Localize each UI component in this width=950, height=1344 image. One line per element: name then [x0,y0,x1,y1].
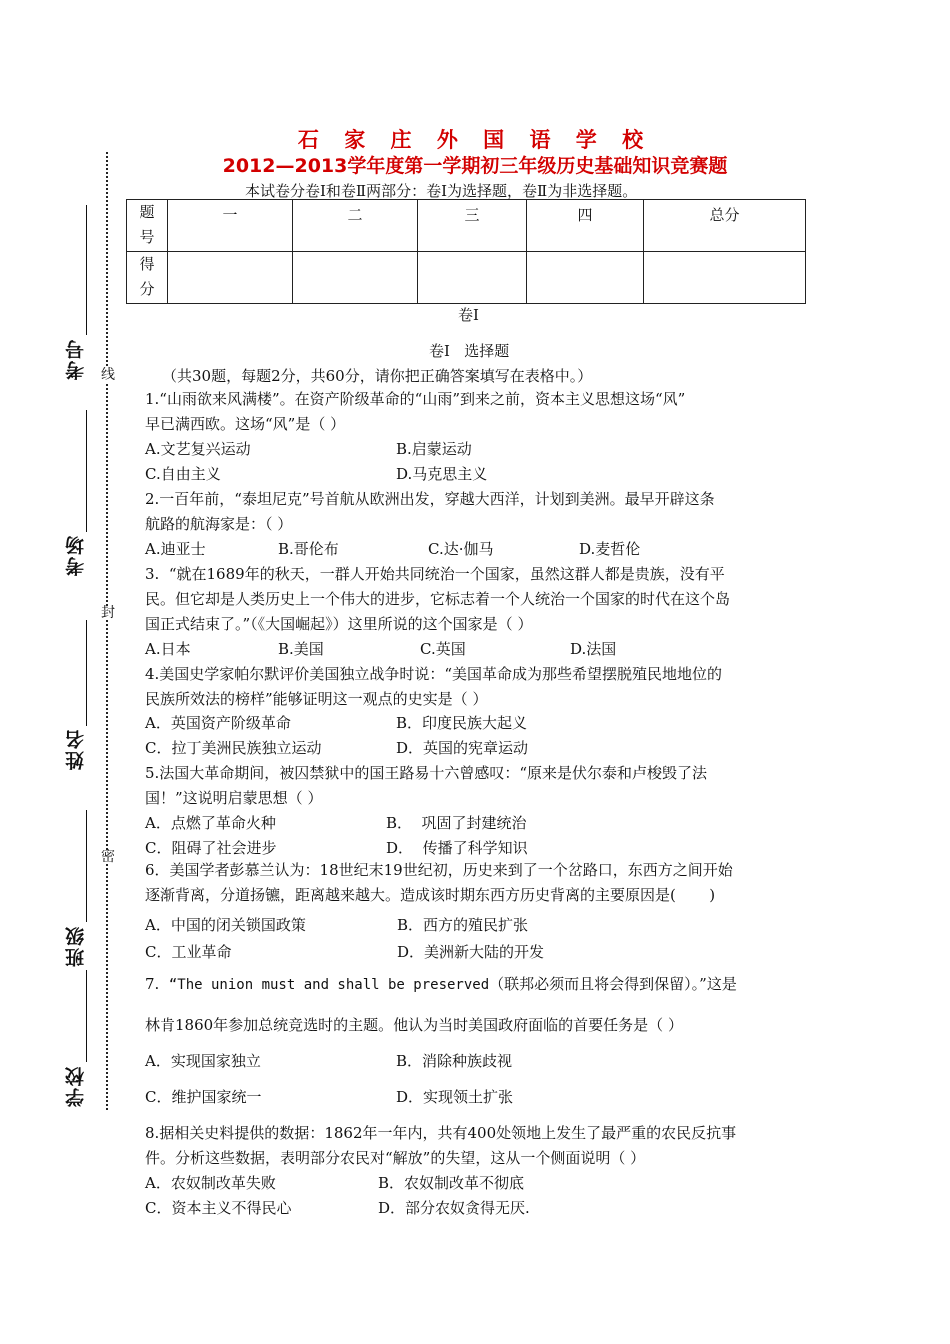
option-b[interactable]: B.哥伦布 [278,540,339,558]
option-d[interactable]: D.麦哲伦 [579,540,641,558]
option-a[interactable]: A．农奴制改革失败 [145,1174,276,1192]
binding-char-line: 线 [101,367,115,383]
option-a[interactable]: A．中国的闭关锁国政策 [145,916,306,934]
question-6-options-row1 [145,913,810,938]
option-c[interactable]: C.英国 [420,640,466,658]
option-b[interactable]: B.美国 [278,640,324,658]
option-a[interactable]: A．英国资产阶级革命 [145,714,291,732]
question-2-options [145,537,810,562]
field-class: 班级 [65,925,87,967]
question-2: 2.一百年前，“泰坦尼克”号首航从欧洲出发，穿越大西洋，计划到美洲。最早开辟这条 航路的航海家是：（ ） [145,490,715,533]
question-1: 1.“山雨欲来风满楼”。在资产阶级革命的“山雨”到来之前，资本主义思想这场“风” 早已满西欧。这场“风”是（ ） [145,390,686,433]
exam-number-blank[interactable] [86,205,87,335]
question-6: 6．美国学者彭慕兰认为：18世纪末19世纪初，历史来到了一个岔路口，东西方之间开始 逐渐背离，分道扬镳，距离越来越大。造成该时期东西方历史背离的主要原因是( ) [145,861,733,904]
exam-title: 2012—2013学年度第一学期初三年级历史基础知识竞赛题 [222,155,728,177]
part-label: 卷Ⅰ [458,306,479,324]
class-blank[interactable] [86,810,87,922]
option-d[interactable]: D．美洲新大陆的开发 [397,943,545,961]
field-name: 姓名 [65,728,87,770]
option-c[interactable]: C．维护国家统一 [145,1088,262,1106]
option-b[interactable]: B．消除种族歧视 [396,1052,513,1070]
question-8-options-row1 [145,1171,810,1196]
field-exam-number: 考号 [65,338,87,380]
option-c[interactable]: C．拉丁美洲民族独立运动 [145,739,322,757]
question-4-options-row2 [145,736,810,761]
option-b[interactable]: B.启蒙运动 [396,440,472,458]
option-b[interactable]: B． 巩固了封建统治 [386,814,527,832]
option-d[interactable]: D．实现领土扩张 [396,1088,514,1106]
option-b[interactable]: B．农奴制改革不彻底 [378,1174,525,1192]
question-7-line-1: 7. “The union must and shall be preserved（联邦必须而且将会得到保留）。”这是 [145,975,737,993]
col-4: 四 [527,200,644,252]
col-1: 一 [168,200,293,252]
question-5: 5.法国大革命期间，被囚禁狱中的国王路易十六曾感叹：“原来是伏尔泰和卢梭毁了法 国！”这说明启蒙思想（ ） [145,764,707,807]
question-1-options-row2 [145,462,810,487]
score-cell-3[interactable] [418,252,527,304]
question-6-options-row2 [145,940,810,965]
question-4: 4.美国史学家帕尔默评价美国独立战争时说：“美国革命成为那些希望摆脱殖民地地位的 民族所效法的榜样”能够证明这一观点的史实是（ ） [145,665,722,708]
option-a[interactable]: A．实现国家独立 [145,1052,261,1070]
question-4-options-row1 [145,711,810,736]
option-a[interactable]: A.文艺复兴运动 [145,440,251,458]
score-cell-total[interactable] [644,252,806,304]
option-c[interactable]: C．工业革命 [145,943,232,961]
option-c[interactable]: C.达·伽马 [428,540,494,558]
binding-dotted-line [106,152,108,1110]
option-a[interactable]: A．点燃了革命火种 [145,814,276,832]
question-7-line-2: 林肯1860年参加总统竞选时的主题。他认为当时美国政府面临的首要任务是（ ） [145,1016,683,1034]
binding-char-secret: 密 [101,849,115,865]
field-exam-room: 考场 [65,534,87,576]
option-d[interactable]: D． 传播了科学知识 [386,839,528,857]
section-heading: 卷Ⅰ 选择题 [429,342,510,360]
question-8: 8.据相关史料提供的数据：1862年一年内，共有400处领地上发生了最严重的农民反抗事 件。分析这些数据，表明部分农民对“解放”的失望，这从一个侧面说明（ ） [145,1124,737,1167]
exam-intro: 本试卷分卷Ⅰ和卷Ⅱ两部分：卷Ⅰ为选择题，卷Ⅱ为非选择题。 [245,182,638,200]
question-1-options-row1 [145,437,810,462]
option-b[interactable]: B．印度民族大起义 [396,714,528,732]
score-cell-4[interactable] [527,252,644,304]
col-2: 二 [293,200,418,252]
option-a[interactable]: A.迪亚士 [145,540,206,558]
school-blank[interactable] [86,970,87,1062]
option-b[interactable]: B．西方的殖民扩张 [397,916,529,934]
question-8-options-row2 [145,1196,810,1221]
binding-char-seal: 封 [101,605,115,621]
question-3-options [145,637,810,662]
option-d[interactable]: D．英国的宪章运动 [396,739,529,757]
question-3: 3. “就在1689年的秋天，一群人开始共同统治一个国家，虽然这群人都是贵族，没有平 民。但它却是人类历史上一个伟大的进步，它标志着一个人统治一个国家的时代在这个岛 国正式结束了。”（《大国崛起》）这里所说的这个国家是（ ） [145,565,731,633]
school-title: 石 家 庄 外 国 语 学 校 [297,128,653,152]
question-7-options-row2 [145,1085,810,1110]
score-table [126,199,806,304]
option-c[interactable]: C．资本主义不得民心 [145,1199,292,1217]
option-d[interactable]: D．部分农奴贪得无厌. [378,1199,530,1217]
option-d[interactable]: D.马克思主义 [396,465,488,483]
option-d[interactable]: D.法国 [570,640,617,658]
field-school: 学校 [65,1065,87,1107]
section-instructions: （共30题，每题2分，共60分，请你把正确答案填写在表格中。） [162,367,593,385]
col-total: 总分 [644,200,806,252]
score-cell-1[interactable] [168,252,293,304]
question-7-options-row1 [145,1049,810,1074]
exam-room-blank[interactable] [86,410,87,532]
option-a[interactable]: A.日本 [145,640,191,658]
col-3: 三 [418,200,527,252]
option-c[interactable]: C．阻碍了社会进步 [145,839,277,857]
option-c[interactable]: C.自由主义 [145,465,221,483]
name-blank[interactable] [86,620,87,726]
score-cell-2[interactable] [293,252,418,304]
question-5-options-row1 [145,811,810,836]
row-header-question: 题 号 [127,200,168,252]
row-header-score: 得 分 [127,252,168,304]
